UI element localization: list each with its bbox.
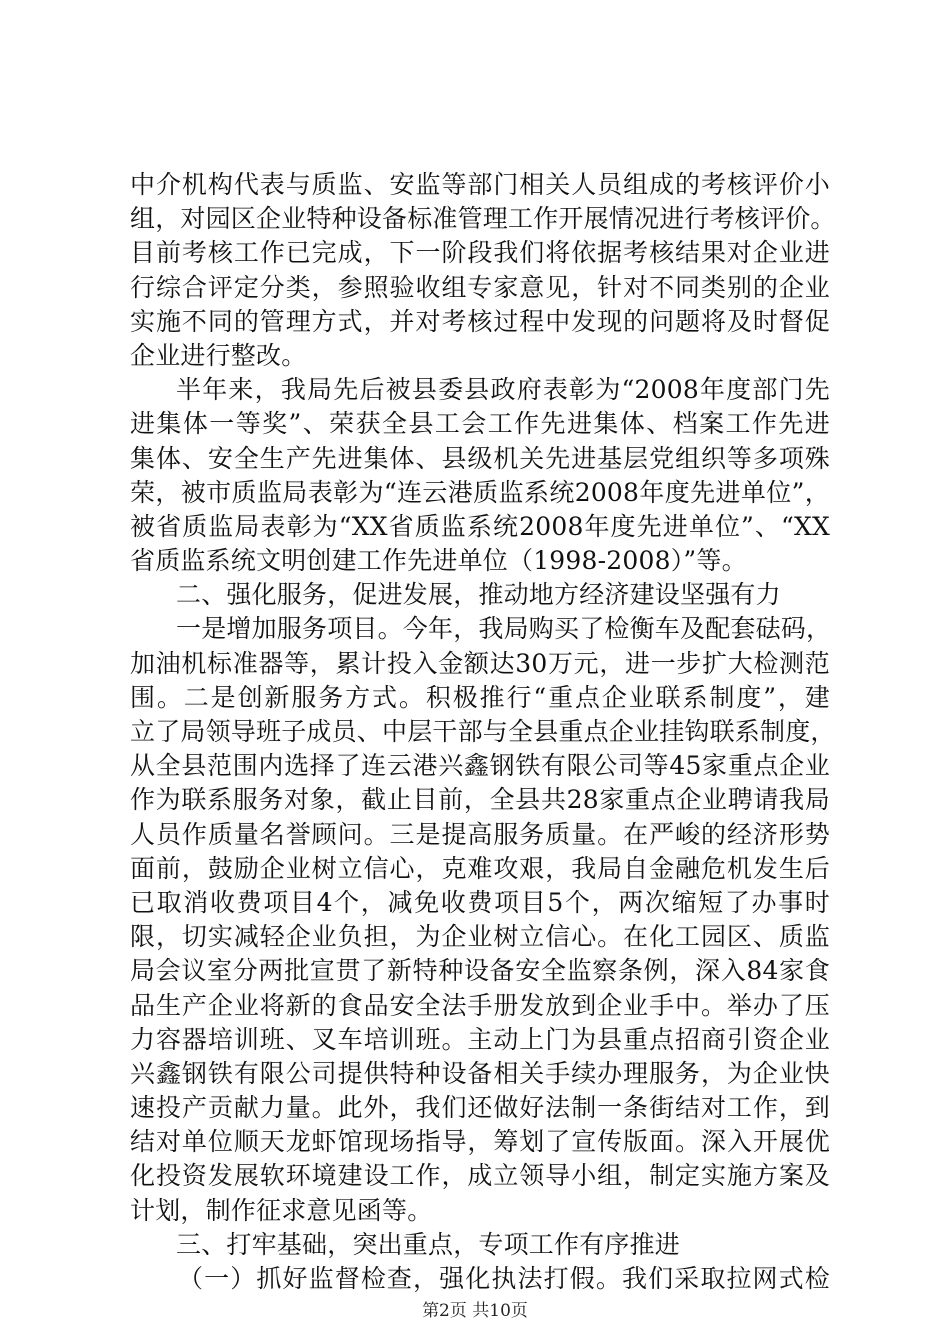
text-line: 作为联系服务对象，截止目前，全县共28家重点企业聘请我局 <box>130 785 830 815</box>
text-line: 半年来，我局先后被县委县政府表彰为“2008年度部门先 <box>176 375 830 405</box>
section-heading: 三、打牢基础，突出重点，专项工作有序推进 <box>176 1229 681 1259</box>
text-line: 行综合评定分类，参照验收组专家意见，针对不同类别的企业 <box>130 272 830 302</box>
text-line: 中介机构代表与质监、安监等部门相关人员组成的考核评价小 <box>130 170 830 199</box>
text-line: 人员作质量名誉顾问。三是提高服务质量。在严峻的经济形势 <box>130 819 830 849</box>
text-line: 局会议室分两批宣贯了新特种设备安全监察条例，深入84家食 <box>130 956 830 986</box>
text-line: 限，切实减轻企业负担，为企业树立信心。在化工园区、质监 <box>130 922 830 952</box>
text-line: 围。二是创新服务方式。积极推行“重点企业联系制度”，建 <box>130 682 830 712</box>
section-heading: 二、强化服务，促进发展，推动地方经济建设坚强有力 <box>176 580 781 610</box>
text-line: 组，对园区企业特种设备标准管理工作开展情况进行考核评价。 <box>130 204 836 234</box>
text-line: 立了局领导班子成员、中层干部与全县重点企业挂钩联系制度， <box>130 717 836 746</box>
text-line: 结对单位顺天龙虾馆现场指导，筹划了宣传版面。深入开展优 <box>130 1127 830 1157</box>
text-line: 兴鑫钢铁有限公司提供特种设备相关手续办理服务，为企业快 <box>130 1058 830 1088</box>
text-line: 速投产贡献力量。此外，我们还做好法制一条街结对工作，到 <box>130 1093 830 1123</box>
text-line: 力容器培训班、叉车培训班。主动上门为县重点招商引资企业 <box>130 1024 830 1054</box>
document-body <box>130 168 836 1296</box>
text-line: 面前，鼓励企业树立信心，克难攻艰，我局自金融危机发生后 <box>130 853 830 883</box>
text-line: 化投资发展软环境建设工作，成立领导小组，制定实施方案及 <box>130 1161 830 1191</box>
text-line: （一）抓好监督检查，强化执法打假。我们采取拉网式检 <box>178 1264 830 1293</box>
text-line: 目前考核工作已完成，下一阶段我们将依据考核结果对企业进 <box>130 238 830 268</box>
text-line: 进集体一等奖”、荣获全县工会工作先进集体、档案工作先进 <box>130 409 830 439</box>
text-line: 品生产企业将新的食品安全法手册发放到企业手中。举办了压 <box>130 990 830 1020</box>
text-line: 被省质监局表彰为“XX省质监系统2008年度先进单位”、“XX <box>130 511 830 541</box>
text-line: 加油机标准器等，累计投入金额达30万元，进一步扩大检测范 <box>130 648 830 678</box>
text-line: 计划，制作征求意见函等。 <box>130 1195 433 1225</box>
text-line: 荣，被市质监局表彰为“连云港质监系统2008年度先进单位”， <box>130 477 830 507</box>
text-line: 已取消收费项目4个，减免收费项目5个，两次缩短了办事时 <box>130 887 830 917</box>
text-line: 从全县范围内选择了连云港兴鑫钢铁有限公司等45家重点企业 <box>130 751 830 781</box>
text-line: 一是增加服务项目。今年，我局购买了检衡车及配套砝码， <box>176 614 832 644</box>
text-line: 集体、安全生产先进集体、县级机关先进基层党组织等多项殊 <box>130 443 830 473</box>
text-line: 企业进行整改。 <box>130 340 307 370</box>
text-line: 省质监系统文明创建工作先进单位（1998-2008）”等。 <box>130 546 747 576</box>
page-number-footer: 第2页 共10页 <box>422 1301 528 1321</box>
text-line: 实施不同的管理方式，并对考核过程中发现的问题将及时督促 <box>130 306 830 336</box>
